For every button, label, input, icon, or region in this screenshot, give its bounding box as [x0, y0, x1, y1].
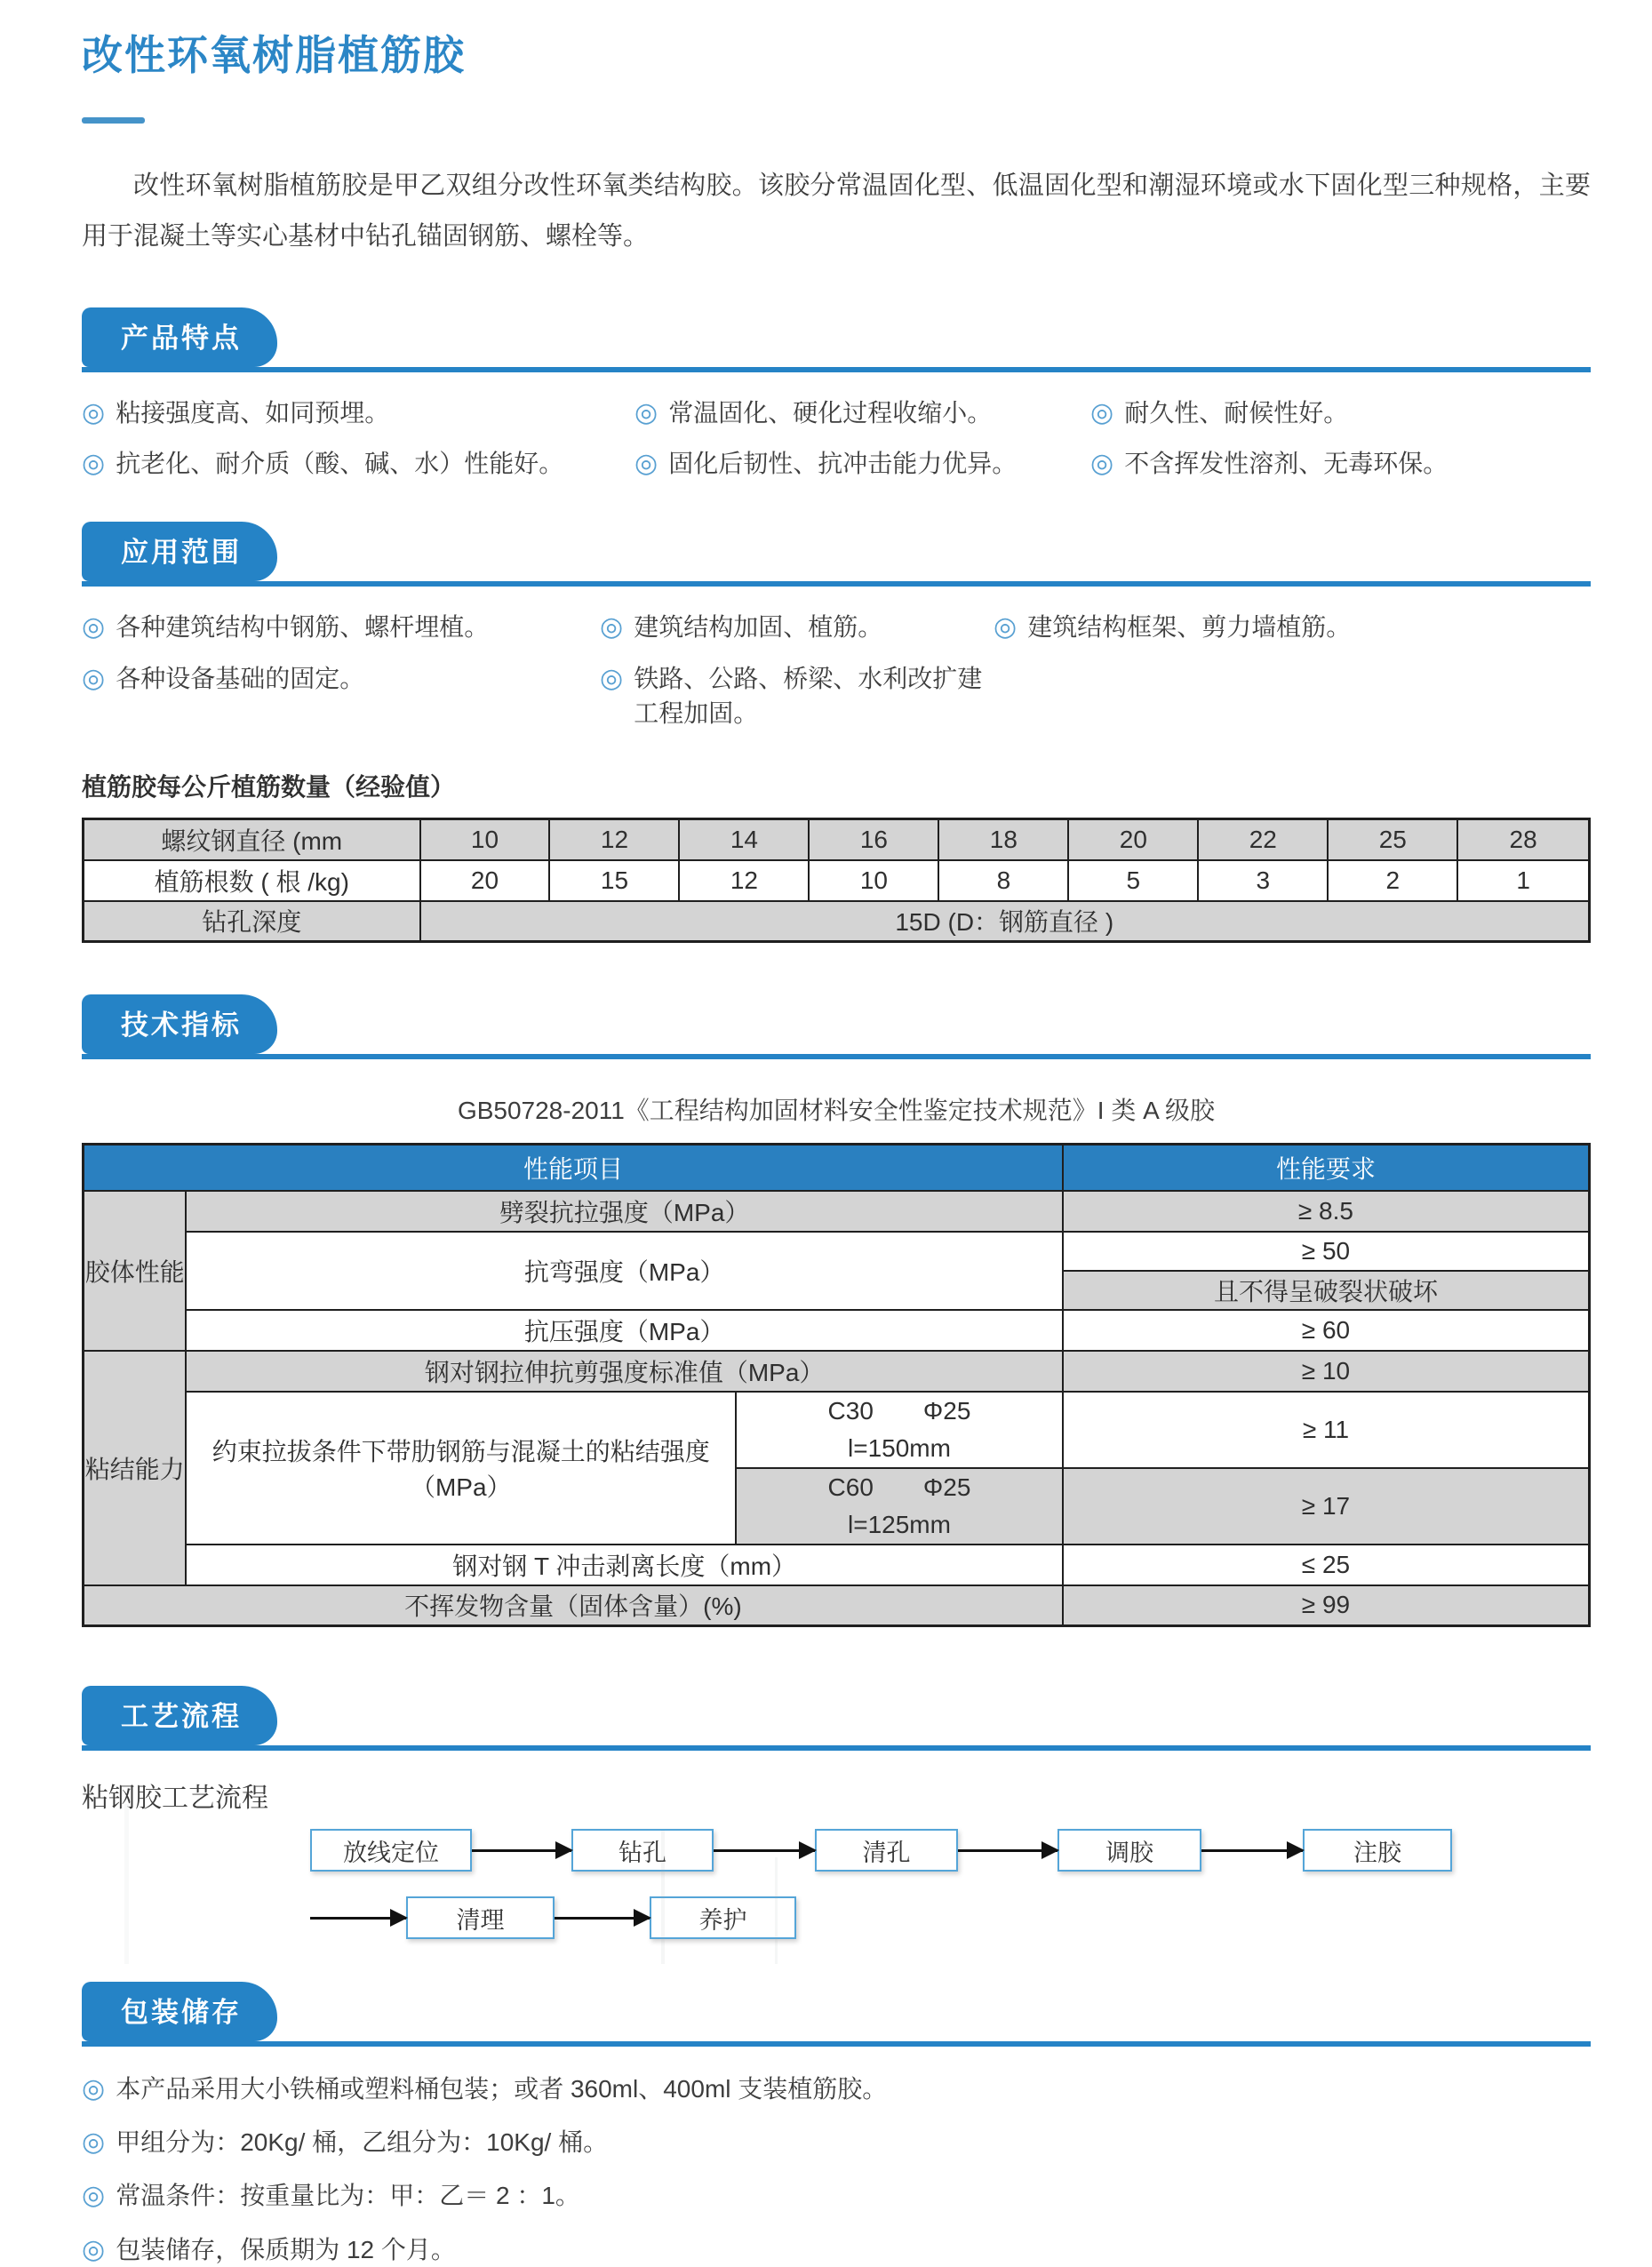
watermark [775, 1857, 778, 1964]
ring-bullet-icon: ◎ [634, 449, 658, 479]
ring-bullet-icon: ◎ [600, 612, 624, 643]
ring-bullet-icon: ◎ [82, 2181, 106, 2211]
value-cell: 28 [1457, 819, 1589, 860]
item-text: 不含挥发性溶剂、无毒环保。 [1124, 450, 1448, 478]
section-header-specs [82, 994, 1591, 1059]
list-item [600, 661, 994, 730]
value-cell: 14 [679, 819, 809, 860]
watermark [661, 1831, 665, 1964]
section-badge: 包装储存 [82, 1982, 277, 2041]
property-cell: 钢对钢 T 冲击剥离长度（mm） [186, 1545, 1062, 1585]
value-cell: 8 [938, 860, 1068, 901]
property-text: 约束拉拔条件下带肋钢筋与混凝土的粘结强度 [211, 1437, 710, 1465]
table-row [84, 1392, 1590, 1468]
item-text: 抗老化、耐介质（酸、碱、水）性能好。 [116, 450, 564, 478]
flow-step-box: 清孔 [815, 1829, 958, 1872]
bar-diameter: Φ25 [922, 1396, 971, 1425]
requirement-cell: ≤ 25 [1063, 1545, 1590, 1585]
value-cell: 12 [549, 819, 679, 860]
process-subtitle: 粘钢胶工艺流程 [82, 1784, 268, 1814]
condition-cell [736, 1468, 1063, 1545]
value-cell: 20 [420, 860, 550, 901]
table-row [84, 1545, 1590, 1585]
flowchart-row-1 [310, 1829, 1591, 1872]
storage-list [82, 2071, 1591, 2267]
table-row [84, 1310, 1590, 1351]
requirement-cell: ≥ 50 [1063, 1232, 1590, 1271]
ring-bullet-icon: ◎ [82, 2074, 106, 2104]
property-cell: 抗弯强度（MPa） [186, 1232, 1062, 1310]
table-row [84, 1191, 1590, 1232]
spec-caption: GB50728-2011《工程结构加固材料安全性鉴定技术规范》I 类 A 级胶 [457, 1097, 1216, 1125]
embed-length: l=150mm [848, 1433, 951, 1462]
table-row [84, 1351, 1590, 1392]
requirement-cell: ≥ 60 [1063, 1310, 1590, 1351]
flow-arrow-icon [310, 1917, 406, 1920]
property-cell [186, 1392, 736, 1545]
row-label-cell: 螺纹钢直径 (mm [84, 819, 420, 860]
ring-bullet-icon: ◎ [82, 2127, 106, 2158]
list-item [1090, 395, 1591, 430]
item-text: 各种建筑结构中钢筋、螺杆埋植。 [116, 613, 490, 642]
requirement-cell: 且不得呈破裂状破坏 [1063, 1271, 1590, 1310]
application-list [82, 610, 1591, 730]
flow-arrow-icon [958, 1849, 1057, 1852]
item-text: 包装储存，保质期为 12 个月。 [116, 2235, 456, 2263]
ring-bullet-icon: ◎ [82, 398, 106, 428]
rebar-table-caption: 植筋胶每公斤植筋数量（经验值） [82, 773, 456, 802]
property-unit: （MPa） [410, 1473, 512, 1501]
value-cell: 12 [679, 860, 809, 901]
ring-bullet-icon: ◎ [82, 663, 106, 693]
section-badge: 工艺流程 [82, 1686, 277, 1745]
list-item [1090, 446, 1591, 481]
ring-bullet-icon: ◎ [600, 663, 624, 693]
table-header-row [84, 1145, 1590, 1191]
list-item [634, 446, 1090, 481]
section-header-process [82, 1686, 1591, 1751]
value-cell: 5 [1068, 860, 1198, 901]
item-text: 粘接强度高、如同预埋。 [116, 399, 390, 427]
section-header-applications [82, 522, 1591, 587]
requirement-cell: ≥ 99 [1063, 1585, 1590, 1626]
watermark [124, 1804, 129, 1964]
feature-list [82, 395, 1591, 481]
embed-length: l=125mm [848, 1510, 951, 1538]
value-cell: 20 [1068, 819, 1198, 860]
list-item [82, 2232, 1591, 2267]
item-text: 建筑结构框架、剪力墙植筋。 [1027, 613, 1352, 642]
list-item [82, 395, 634, 430]
list-item [994, 610, 1591, 644]
section-header-storage [82, 1982, 1591, 2047]
ring-bullet-icon: ◎ [994, 612, 1018, 643]
table-row [84, 860, 1590, 901]
ring-bullet-icon: ◎ [1090, 398, 1114, 428]
value-cell: 16 [809, 819, 938, 860]
ring-bullet-icon: ◎ [82, 449, 106, 479]
value-cell: 10 [809, 860, 938, 901]
list-item [82, 2178, 1591, 2213]
property-cell: 钢对钢拉伸抗剪强度标准值（MPa） [186, 1351, 1062, 1392]
intro-paragraph: 改性环氧树脂植筋胶是甲乙双组分改性环氧类结构胶。该胶分常温固化型、低温固化型和潮湿环境或水下固化型三种规格，主要用于混凝土等实心基材中钻孔锚固钢筋、螺栓等。 [82, 172, 1591, 251]
flow-step-box: 钻孔 [571, 1829, 714, 1872]
span-value-cell: 15D (D：钢筋直径 ) [420, 901, 1590, 942]
flow-step-box: 养护 [650, 1896, 796, 1939]
bar-diameter: Φ25 [922, 1473, 971, 1501]
list-item [82, 610, 600, 644]
table-row [84, 1232, 1590, 1271]
value-cell: 25 [1328, 819, 1457, 860]
ring-bullet-icon: ◎ [82, 612, 106, 643]
property-cell: 不挥发物含量（固体含量）(%) [84, 1585, 1063, 1626]
concrete-grade: C60 [827, 1473, 874, 1501]
value-cell: 3 [1198, 860, 1328, 901]
spec-table [82, 1143, 1591, 1627]
table-row [84, 819, 1590, 860]
value-cell: 22 [1198, 819, 1328, 860]
item-text: 耐久性、耐候性好。 [1124, 399, 1349, 427]
rebar-table [82, 818, 1591, 943]
list-item [600, 610, 994, 644]
property-cell: 抗压强度（MPa） [186, 1310, 1062, 1351]
item-text: 甲组分为：20Kg/ 桶，乙组分为：10Kg/ 桶。 [116, 2128, 609, 2157]
title-underline [82, 117, 145, 124]
concrete-grade: C30 [827, 1396, 874, 1425]
flow-arrow-icon [555, 1917, 650, 1920]
flow-step-box: 放线定位 [310, 1829, 472, 1872]
value-cell: 18 [938, 819, 1068, 860]
section-badge: 技术指标 [82, 994, 277, 1054]
item-text: 常温条件：按重量比为：甲：乙＝ 2 ：1。 [116, 2182, 580, 2210]
section-header-features [82, 307, 1591, 372]
group-label-cell: 胶体性能 [84, 1191, 187, 1351]
flow-arrow-icon [714, 1849, 815, 1852]
section-badge: 产品特点 [82, 307, 277, 367]
flow-arrow-icon [1201, 1849, 1303, 1852]
ring-bullet-icon: ◎ [1090, 449, 1114, 479]
flow-arrow-icon [472, 1849, 571, 1852]
list-item [82, 2125, 1591, 2159]
row-label-cell: 植筋根数 ( 根 /kg) [84, 860, 420, 901]
list-item [82, 446, 634, 481]
item-text: 常温固化、硬化过程收缩小。 [668, 399, 993, 427]
requirement-cell: ≥ 10 [1063, 1351, 1590, 1392]
item-text: 本产品采用大小铁桶或塑料桶包装；或者 360ml、400ml 支装植筋胶。 [116, 2075, 888, 2103]
flow-step-box: 调胶 [1057, 1829, 1201, 1872]
table-row [84, 1585, 1590, 1626]
section-badge: 应用范围 [82, 522, 277, 581]
condition-cell [736, 1392, 1063, 1468]
table-row [84, 901, 1590, 942]
flowchart-row-2 [310, 1896, 1591, 1939]
value-cell: 15 [549, 860, 679, 901]
value-cell: 1 [1457, 860, 1589, 901]
list-item [82, 661, 600, 730]
requirement-cell: ≥ 11 [1063, 1392, 1590, 1468]
value-cell: 10 [420, 819, 550, 860]
row-label-cell: 钻孔深度 [84, 901, 420, 942]
item-text: 建筑结构加固、植筋。 [634, 613, 883, 642]
value-cell: 2 [1328, 860, 1457, 901]
spec-header-req: 性能要求 [1063, 1145, 1590, 1191]
page-title: 改性环氧树脂植筋胶 [82, 32, 466, 78]
item-text: 铁路、公路、桥梁、水利改扩建工程加固。 [634, 664, 983, 727]
list-item [82, 2071, 1591, 2106]
item-text: 各种设备基础的固定。 [116, 664, 365, 692]
flow-step-box: 清理 [406, 1896, 555, 1939]
group-label-cell: 粘结能力 [84, 1351, 187, 1585]
requirement-cell: ≥ 8.5 [1063, 1191, 1590, 1232]
property-cell: 劈裂抗拉强度（MPa） [186, 1191, 1062, 1232]
list-item [634, 395, 1090, 430]
requirement-cell: ≥ 17 [1063, 1468, 1590, 1545]
item-text: 固化后韧性、抗冲击能力优异。 [668, 450, 1018, 478]
spec-header-item: 性能项目 [84, 1145, 1063, 1191]
flow-step-box: 注胶 [1303, 1829, 1452, 1872]
ring-bullet-icon: ◎ [634, 398, 658, 428]
ring-bullet-icon: ◎ [82, 2234, 106, 2264]
